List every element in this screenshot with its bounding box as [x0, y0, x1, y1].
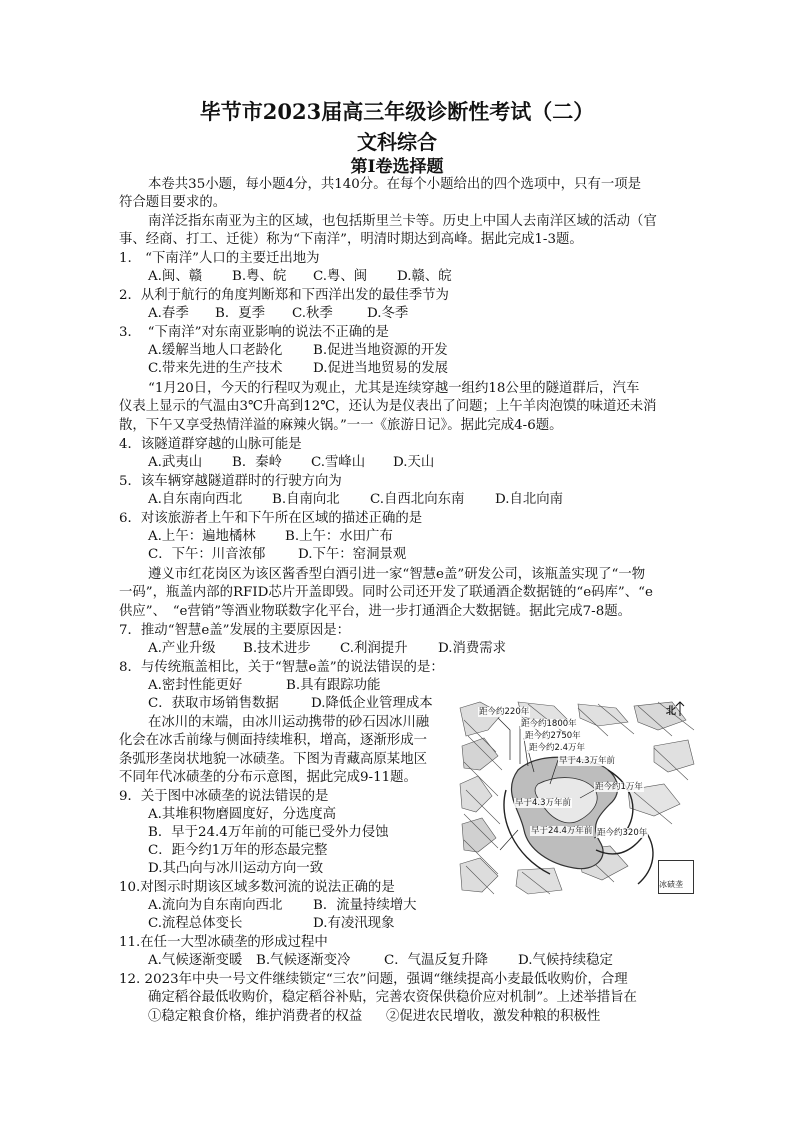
option-c: C．下午：川音浓郁	[148, 547, 266, 562]
passage-line: 条弧形垄岗状地貌一冰碛垄。下图为青藏高原某地区	[119, 752, 427, 767]
passage-line: 在冰川的末端，由冰川运动携带的砂石因冰川融	[148, 715, 430, 730]
question-stem: 5．该车辆穿越隧道群时的行驶方向为	[119, 474, 342, 489]
question-stem: 11.在任一大型冰碛垄的形成过程中	[119, 935, 328, 950]
north-label: 北	[666, 706, 676, 717]
passage-line: 仪表上显示的气温由3℃升高到12℃，还认为是仪表出了问题；上午羊肉泡馍的味道还未消	[119, 399, 657, 414]
exam-title: 毕节市2023届高三年级诊断性考试（二）	[199, 99, 595, 124]
question-stem: 8．与传统瓶盖相比，关于“智慧e盖”的说法错误的是：	[119, 660, 444, 675]
option-c: C．气温反复升降	[384, 953, 488, 968]
option-a: A.密封性能更好	[148, 678, 243, 693]
intro-line: 本卷共35小题，每小题4分，共140分。在每个小题给出的四个选项中，只有一项是	[148, 177, 642, 192]
option-a: A.上午：遍地橘林	[148, 529, 256, 544]
passage-line: 一码”，瓶盖内部的RFID芯片开盖即毁。同时公司还开发了联通酒企数据链的“e码库”、“e	[119, 585, 653, 600]
question-stem: 7．推动“智慧e盖”发展的主要原因是：	[119, 623, 350, 638]
option-d: D.消费需求	[438, 641, 507, 656]
option-a: A.流向为自东南向西北	[148, 898, 283, 913]
option-b: B.促进当地资源的开发	[313, 343, 448, 358]
question-stem: 6．对该旅游者上午和下午所在区域的描述正确的是	[119, 511, 423, 526]
option-a: A.武夷山	[148, 455, 203, 470]
passage-line: 散，下午又享受热情洋溢的麻辣火锅。”一一《旅游日记》。据此完成4-6题。	[119, 418, 563, 433]
passage-line: “1月20日，今天的行程叹为观止，尤其是连续穿越一组约18公里的隧道群后，汽车	[148, 381, 640, 396]
option-b: B.气候逐渐变冷	[256, 953, 351, 968]
question-stem: 9．关于图中冰碛垄的说法错误的是	[119, 789, 329, 804]
option-c: C.利润提升	[340, 641, 408, 656]
question-stem: 2．从利于航行的角度判断郑和下西洋出发的最佳季节为	[119, 288, 449, 303]
option-d: D.其凸向与冰川运动方向一致	[148, 861, 324, 876]
option-d: D.促进当地贸易的发展	[313, 361, 449, 376]
option-c: C.雪峰山	[311, 455, 366, 470]
option-a: A.产业升级	[148, 641, 216, 656]
option-b: B．流量持续增大	[313, 898, 417, 913]
figure-label: 距今约220年	[479, 707, 530, 717]
option-c: C.自西北向东南	[370, 492, 465, 507]
passage-line: 南洋泛指东南亚为主的区域，也包括斯里兰卡等。历史上中国人去南洋区域的活动（官	[148, 214, 657, 229]
question-stem: 10.对图示时期该区域多数河流的说法正确的是	[119, 880, 395, 895]
passage-line: 不同年代冰碛垄的分布示意图，据此完成9-11题。	[119, 770, 417, 785]
legend-label: 冰碛垄	[659, 880, 683, 889]
option-c: C．获取市场销售数据	[148, 696, 279, 711]
figure-label: 早于24.4万年前	[531, 826, 593, 836]
question-stem: 12. 2023年中央一号文件继续锁定“三农”问题，强调“继续提高小麦最低收购价，合理	[119, 972, 628, 987]
figure-label: 距今约2.4万年	[529, 743, 586, 753]
option-a: A.春季	[148, 306, 189, 321]
figure-label: 早于4.3万年前	[559, 756, 616, 766]
figure-label: 距今约1万年	[595, 782, 643, 792]
question-stem: 3． “下南洋”对东南亚影响的说法不正确的是	[119, 325, 389, 340]
option-a: A.闽、赣	[148, 269, 203, 284]
moraine-map-figure	[458, 700, 696, 896]
passage-line: 遵义市红花岗区为该区酱香型白酒引进一家“智慧e盖”研发公司，该瓶盖实现了“一物	[148, 567, 646, 582]
option-d: D.冬季	[367, 306, 409, 321]
option-b: B.自南向北	[272, 492, 340, 507]
option-b: B．早于24.4万年前的可能已受外力侵蚀	[148, 825, 389, 840]
option-b: B.具有跟踪功能	[286, 678, 381, 693]
passage-line: 化会在冰舌前缘与侧面持续堆积，增高，逐渐形成一	[119, 733, 427, 748]
option-b: B．夏季	[215, 306, 266, 321]
exam-subject: 文科综合	[357, 130, 437, 154]
intro-line: 符合题目要求的。	[119, 195, 227, 210]
option-a: A.其堆积物磨圆度好，分选度高	[148, 807, 337, 822]
option-d: D.自北向南	[495, 492, 564, 507]
question-stem: 1. “下南洋”人口的主要迁出地为	[119, 251, 320, 266]
option-d: D.天山	[393, 455, 435, 470]
option-a: A.气候逐渐变暖	[148, 953, 243, 968]
question-stem: 4．该隧道群穿越的山脉可能是	[119, 437, 302, 452]
option-2: ②促进农民增收，激发种粮的积极性	[386, 1009, 601, 1024]
passage-line: 事、经商、打工、迁徙）称为“下南洋”，明清时期达到高峰。据此完成1-3题。	[119, 232, 583, 247]
figure-label: 距今约1800年	[521, 719, 577, 729]
option-c: C.带来先进的生产技术	[148, 361, 283, 376]
option-d: D.下午：窑洞景观	[298, 547, 407, 562]
option-c: C．距今约1万年的形态最完整	[148, 843, 328, 858]
option-b: B.粤、皖	[232, 269, 287, 284]
passage-line: 供应”、 “e营销”等酒业物联数字化平台，进一步打通酒企大数据链。据此完成7-8题。	[119, 604, 631, 619]
option-c: C.流程总体变长	[148, 916, 243, 931]
option-a: A.自东南向西北	[148, 492, 243, 507]
option-a: A.缓解当地人口老龄化	[148, 343, 283, 358]
option-b: B.上午：水田广布	[285, 529, 393, 544]
option-d: D.气候持续稳定	[518, 953, 613, 968]
question-stem: 确定稻谷最低收购价，稳定稻谷补贴，完善农资保供稳价应对机制”。上述举措旨在	[148, 990, 637, 1005]
figure-label: 早于4.3万年前	[515, 798, 572, 808]
option-d: D.有凌汛现象	[313, 916, 395, 931]
option-d: D.降低企业管理成本	[311, 696, 433, 711]
option-1: ①稳定粮食价格，维护消费者的权益	[148, 1009, 363, 1024]
option-c: C.粤、闽	[313, 269, 368, 284]
option-d: D.赣、皖	[397, 269, 452, 284]
option-b: B．秦岭	[232, 455, 283, 470]
figure-label: 距今约2750年	[525, 731, 581, 741]
section-title: 第Ⅰ卷选择题	[350, 157, 444, 177]
option-b: B.技术进步	[243, 641, 311, 656]
option-c: C.秋季	[292, 306, 333, 321]
figure-label: 距今约320年	[597, 828, 648, 838]
